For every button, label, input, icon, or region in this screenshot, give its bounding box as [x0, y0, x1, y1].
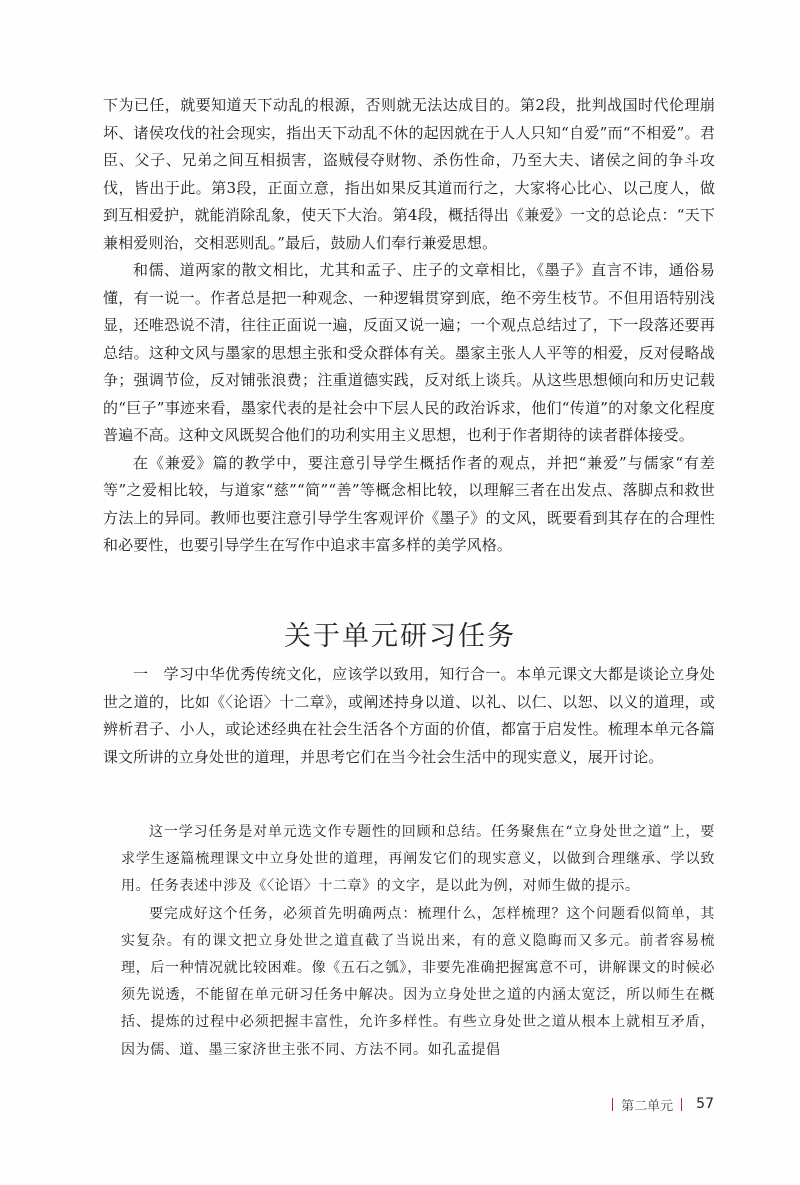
footer-divider-right: [681, 1098, 682, 1111]
commentary-block: [121, 819, 715, 1064]
commentary-paragraph-method: 要完成好这个任务，必须首先明确两点：梳理什么，怎样梳理？这个问题看似简单，其实复杂。有的课文把立身处世之道直截了当说出来，有的意义隐晦而又多元。前者容易梳理，后一种情况就比较困难。像《五石之瓠》，非要先准确把握寓意不可，讲解课文的时候必须先说透，不能留在单元研习任务中解决。因为立身处世之道的内涵太宽泛，所以师生在概括、提炼的过程中必须把握丰富性，允许多样性。有些立身处世之道从根本上就相互矛盾，因为儒、道、墨三家济世主张不同、方法不同。如孔孟提倡: [121, 905, 715, 1058]
commentary-paragraph-summary: 这一学习任务是对单元选文作专题性的回顾和总结。任务聚焦在“立身处世之道”上，要求学生逐篇梳理课文中立身处世的道理，再阐发它们的现实意义，以做到合理继承、学以致用。任务表述中涉及《〈论语〉十二章》的文字，是以此为例，对师生做的提示。: [121, 824, 715, 895]
paragraph-style-comparison: 和儒、道两家的散文相比，尤其和孟子、庄子的文章相比，《墨子》直言不讳，通俗易懂，有一说一。作者总是把一种观念、一种逻辑贯穿到底，绝不旁生枝节。不但用语特别浅显，还唯恐说不清，往往正面说一遍，反面又说一遍；一个观点总结过了，下一段落还要再总结。这种文风与墨家的思想主张和受众群体有关。墨家主张人人平等的相爱，反对侵略战争；强调节俭，反对铺张浪费；注重道德实践，反对纸上谈兵。从这些思想倾向和历史记载的“巨子”事迹来看，墨家代表的是社会中下层人民的政治诉求，他们“传道”的对象文化程度普遍不高。这种文风既契合他们的功利实用主义思想，也利于作者期待的读者群体接受。: [103, 261, 715, 444]
task-block: [103, 661, 715, 771]
paragraph-continuation: 下为已任，就要知道天下动乱的根源，否则就无法达成目的。第2段，批判战国时代伦理崩坏、诸侯攻伐的社会现实，指出天下动乱不休的起因就在于人人只知“自爱”而“不相爱”。君臣、父子、兄弟之间互相损害，盗贼侵夺财物、杀伤性命，乃至大夫、诸侯之间的争斗攻伐，皆出于此。第3段，正面立意，指出如果反其道而行之，大家将心比心、以己度人，做到互相爱护，就能消除乱象，使天下大治。第4段，概括得出《兼爱》一文的总论点：“天下兼相爱则治，交相恶则乱。”最后，鼓励人们奉行兼爱思想。: [103, 96, 715, 252]
page-footer: [604, 1094, 714, 1114]
page-number: 57: [696, 1096, 714, 1112]
task-statement: 一 学习中华优秀传统文化，应该学以致用，知行合一。本单元课文大都是谈论立身处世之道的，比如《〈论语〉十二章》，或阐述持身以道、以礼、以仁、以恕、以义的道理，或辨析君子、小人，或论述经典在社会生活各个方面的价值，都富于启发性。梳理本单元各篇课文所讲的立身处世的道理，并思考它们在当今社会生活中的现实意义，展开讨论。: [103, 665, 715, 766]
upper-text-block: [103, 92, 715, 560]
paragraph-teaching-note: 在《兼爱》篇的教学中，要注意引导学生概括作者的观点，并把“兼爱”与儒家“有差等”之爱相比较，与道家“慈”“简”“善”等概念相比较，以理解三者在出发点、落脚点和救世方法上的异同。教师也要注意引导学生客观评价《墨子》的文风，既要看到其存在的合理性和必要性，也要引导学生在写作中追求丰富多样的美学风格。: [103, 453, 715, 554]
footer-divider-left: [612, 1098, 613, 1111]
section-heading: 关于单元研习任务: [284, 621, 516, 652]
footer-unit-label: 第二单元: [621, 1098, 674, 1114]
